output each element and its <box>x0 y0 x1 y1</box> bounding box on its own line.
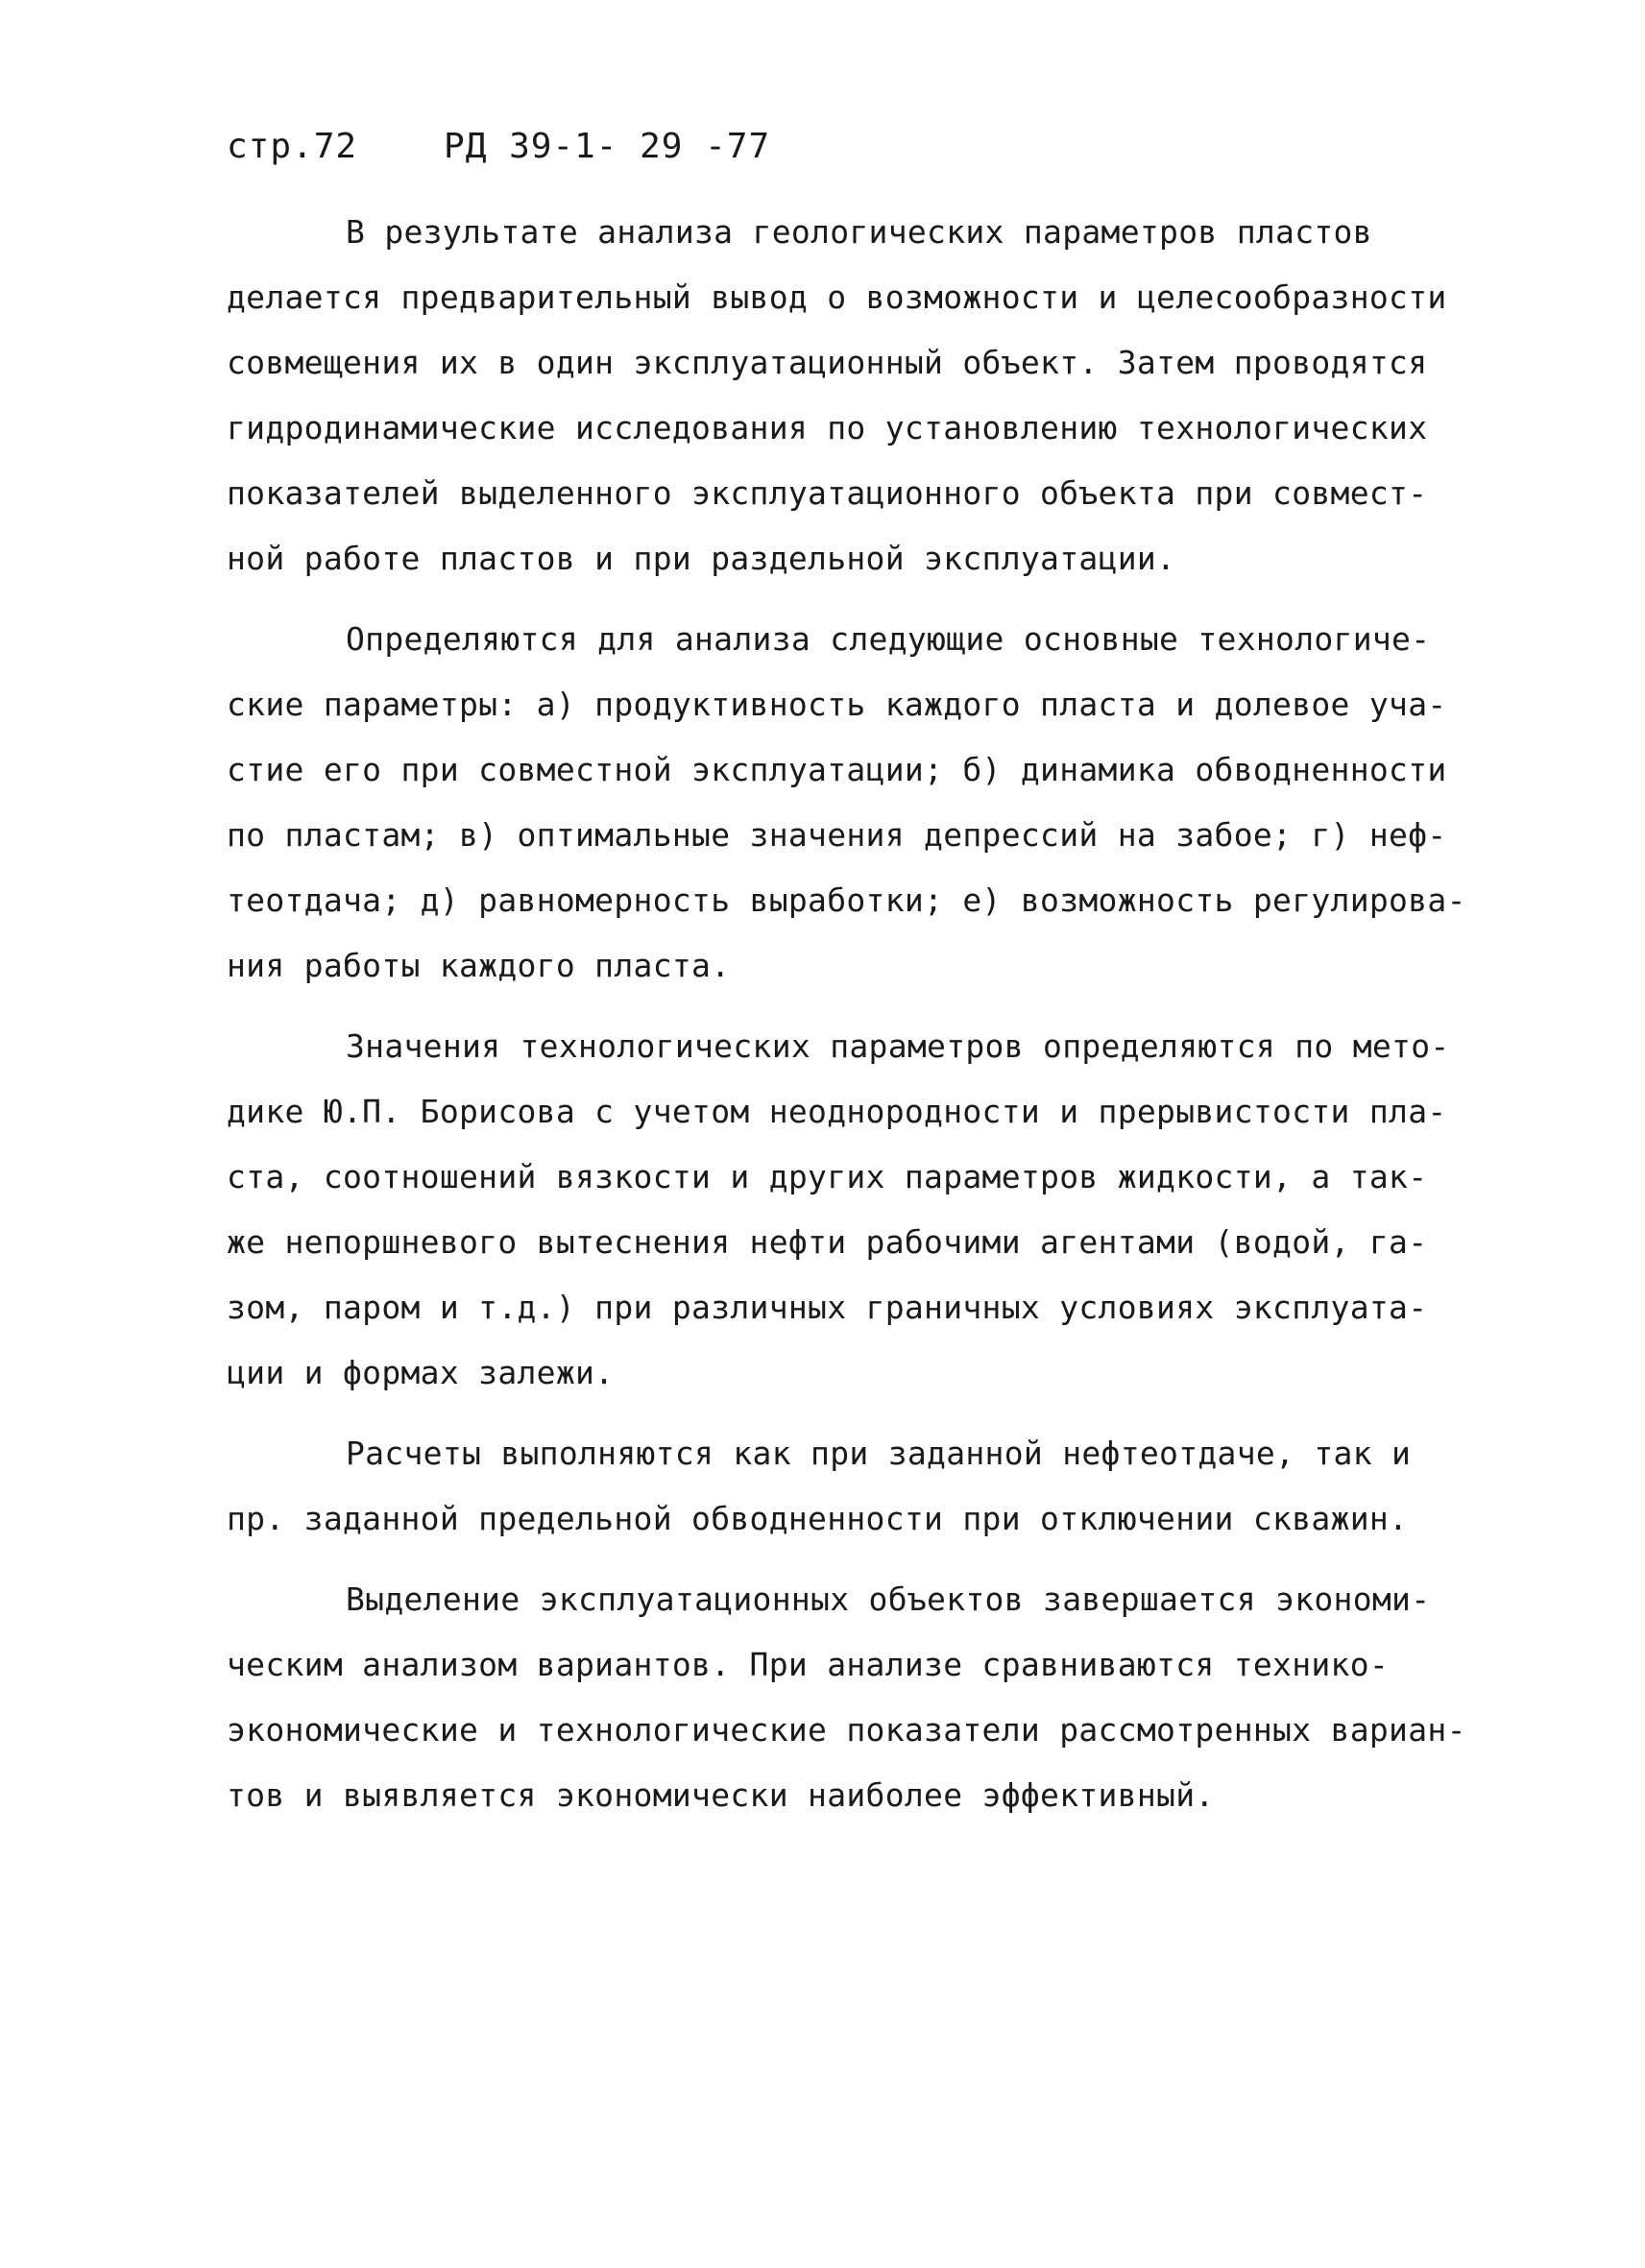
text-line: стие его при совместной эксплуатации; б) динамика обводненности <box>227 751 1447 788</box>
paragraph <box>227 1421 1475 1552</box>
page-header <box>227 127 770 166</box>
text-line: же непоршневого вытеснения нефти рабочими агентами (водой, га- <box>227 1223 1428 1261</box>
text-line: Расчеты выполняются как при заданной нефтеотдаче, так и <box>346 1435 1412 1472</box>
paragraph <box>227 1567 1475 1828</box>
text-line: дике Ю.П. Борисова с учетом неоднородности и прерывистости пла- <box>227 1093 1447 1130</box>
text-line: делается предварительный вывод о возможности и целесообразности <box>227 278 1447 316</box>
text-line: Значения технологических параметров определяются по мето- <box>346 1027 1450 1065</box>
paragraph <box>227 1014 1475 1406</box>
text-line: зом, паром и т.д.) при различных граничных условиях эксплуата- <box>227 1289 1428 1326</box>
text-line: ские параметры: а) продуктивность каждого пласта и долевое уча- <box>227 686 1447 723</box>
text-line: показателей выделенного эксплуатационного объекта при совмест- <box>227 474 1428 512</box>
text-line: пр. заданной предельной обводненности при отключении скважин. <box>227 1500 1409 1537</box>
text-line: В результате анализа геологических параметров пластов <box>346 213 1372 251</box>
text-line: по пластам; в) оптимальные значения депрессий на забое; г) неф- <box>227 816 1447 854</box>
text-line: Определяются для анализа следующие основные технологиче- <box>346 620 1431 658</box>
text-line: экономические и технологические показатели рассмотренных вариан- <box>227 1711 1466 1749</box>
text-line: тов и выявляется экономически наиболее эффективный. <box>227 1776 1215 1814</box>
paragraph <box>227 200 1475 591</box>
text-line: теотдача; д) равномерность выработки; е) возможность регулирова- <box>227 881 1466 919</box>
text-line: ческим анализом вариантов. При анализе сравниваются технико- <box>227 1646 1390 1683</box>
page-number: стр.72 <box>227 127 358 166</box>
text-line: Выделение эксплуатационных объектов завершается экономи- <box>346 1580 1431 1618</box>
text-line: ной работе пластов и при раздельной эксплуатации. <box>227 540 1176 577</box>
text-line: гидродинамические исследования по установлению технологических <box>227 409 1428 446</box>
text-line: совмещения их в один эксплуатационный объект. Затем проводятся <box>227 344 1428 381</box>
document-body <box>227 200 1475 1844</box>
text-line: ции и формах залежи. <box>227 1354 615 1391</box>
text-line: ния работы каждого пласта. <box>227 947 731 984</box>
text-line: ста, соотношений вязкости и других параметров жидкости, а так- <box>227 1158 1428 1195</box>
paragraph <box>227 607 1475 999</box>
document-code: РД 39-1- 29 -77 <box>444 127 771 166</box>
